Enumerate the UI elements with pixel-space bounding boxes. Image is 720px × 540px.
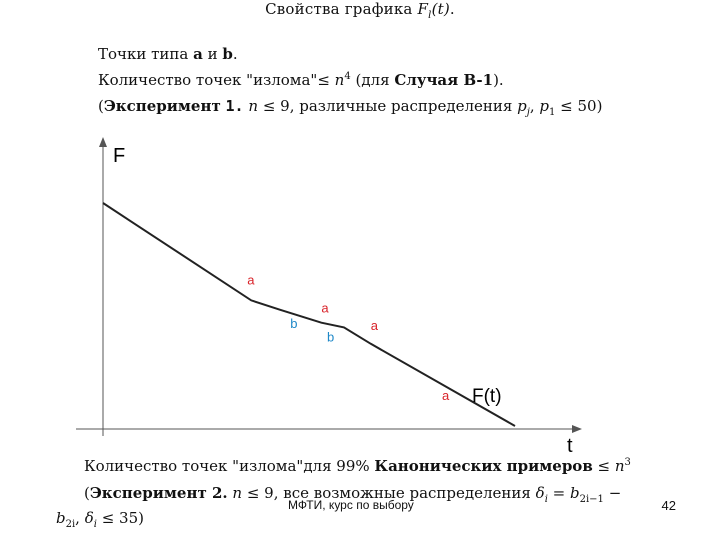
header-line-3: (Эксперимент 1. n ≤ 9, различные распределения $p_j$, $p_1 \le 50$): [98, 97, 603, 118]
title-text: Свойства графика $F_l(t)$.: [265, 0, 455, 21]
breakpoint-label-a: a: [247, 272, 255, 288]
footer-line-2: (Эксперимент 2. n ≤ 9, все возможные распределения $\delta_i = b_{2i-1}$ −: [84, 484, 622, 505]
breakpoint-labels: [247, 272, 450, 403]
series-label: F(t): [472, 386, 502, 407]
header-line-1: Точки типа a и b.: [98, 45, 238, 63]
y-axis-label: F: [113, 145, 126, 167]
header-line-2: Количество точек "излома"≤ $n^4$ (для Случая B-1).: [98, 71, 504, 89]
breakpoint-label-a: a: [321, 300, 329, 316]
breakpoint-label-a: a: [442, 388, 450, 403]
footer-line-1: Количество точек "излома"для 99% Канонических примеров ≤ $n^3$: [84, 457, 631, 475]
footer-course: МФТИ, курс по выбору: [288, 498, 414, 512]
x-axis-label: t: [567, 435, 573, 457]
y-axis-arrow: [99, 137, 107, 147]
x-axis-arrow: [572, 425, 582, 433]
breakpoint-label-a: a: [370, 317, 379, 333]
breakpoint-label-b: b: [327, 329, 335, 345]
slide-number: 42: [661, 498, 676, 513]
series-line-f: [103, 203, 515, 426]
breakpoint-label-b: b: [290, 315, 298, 331]
footer-line-3: $b_{2i}$, $\delta_i \le 35$): [56, 509, 144, 530]
